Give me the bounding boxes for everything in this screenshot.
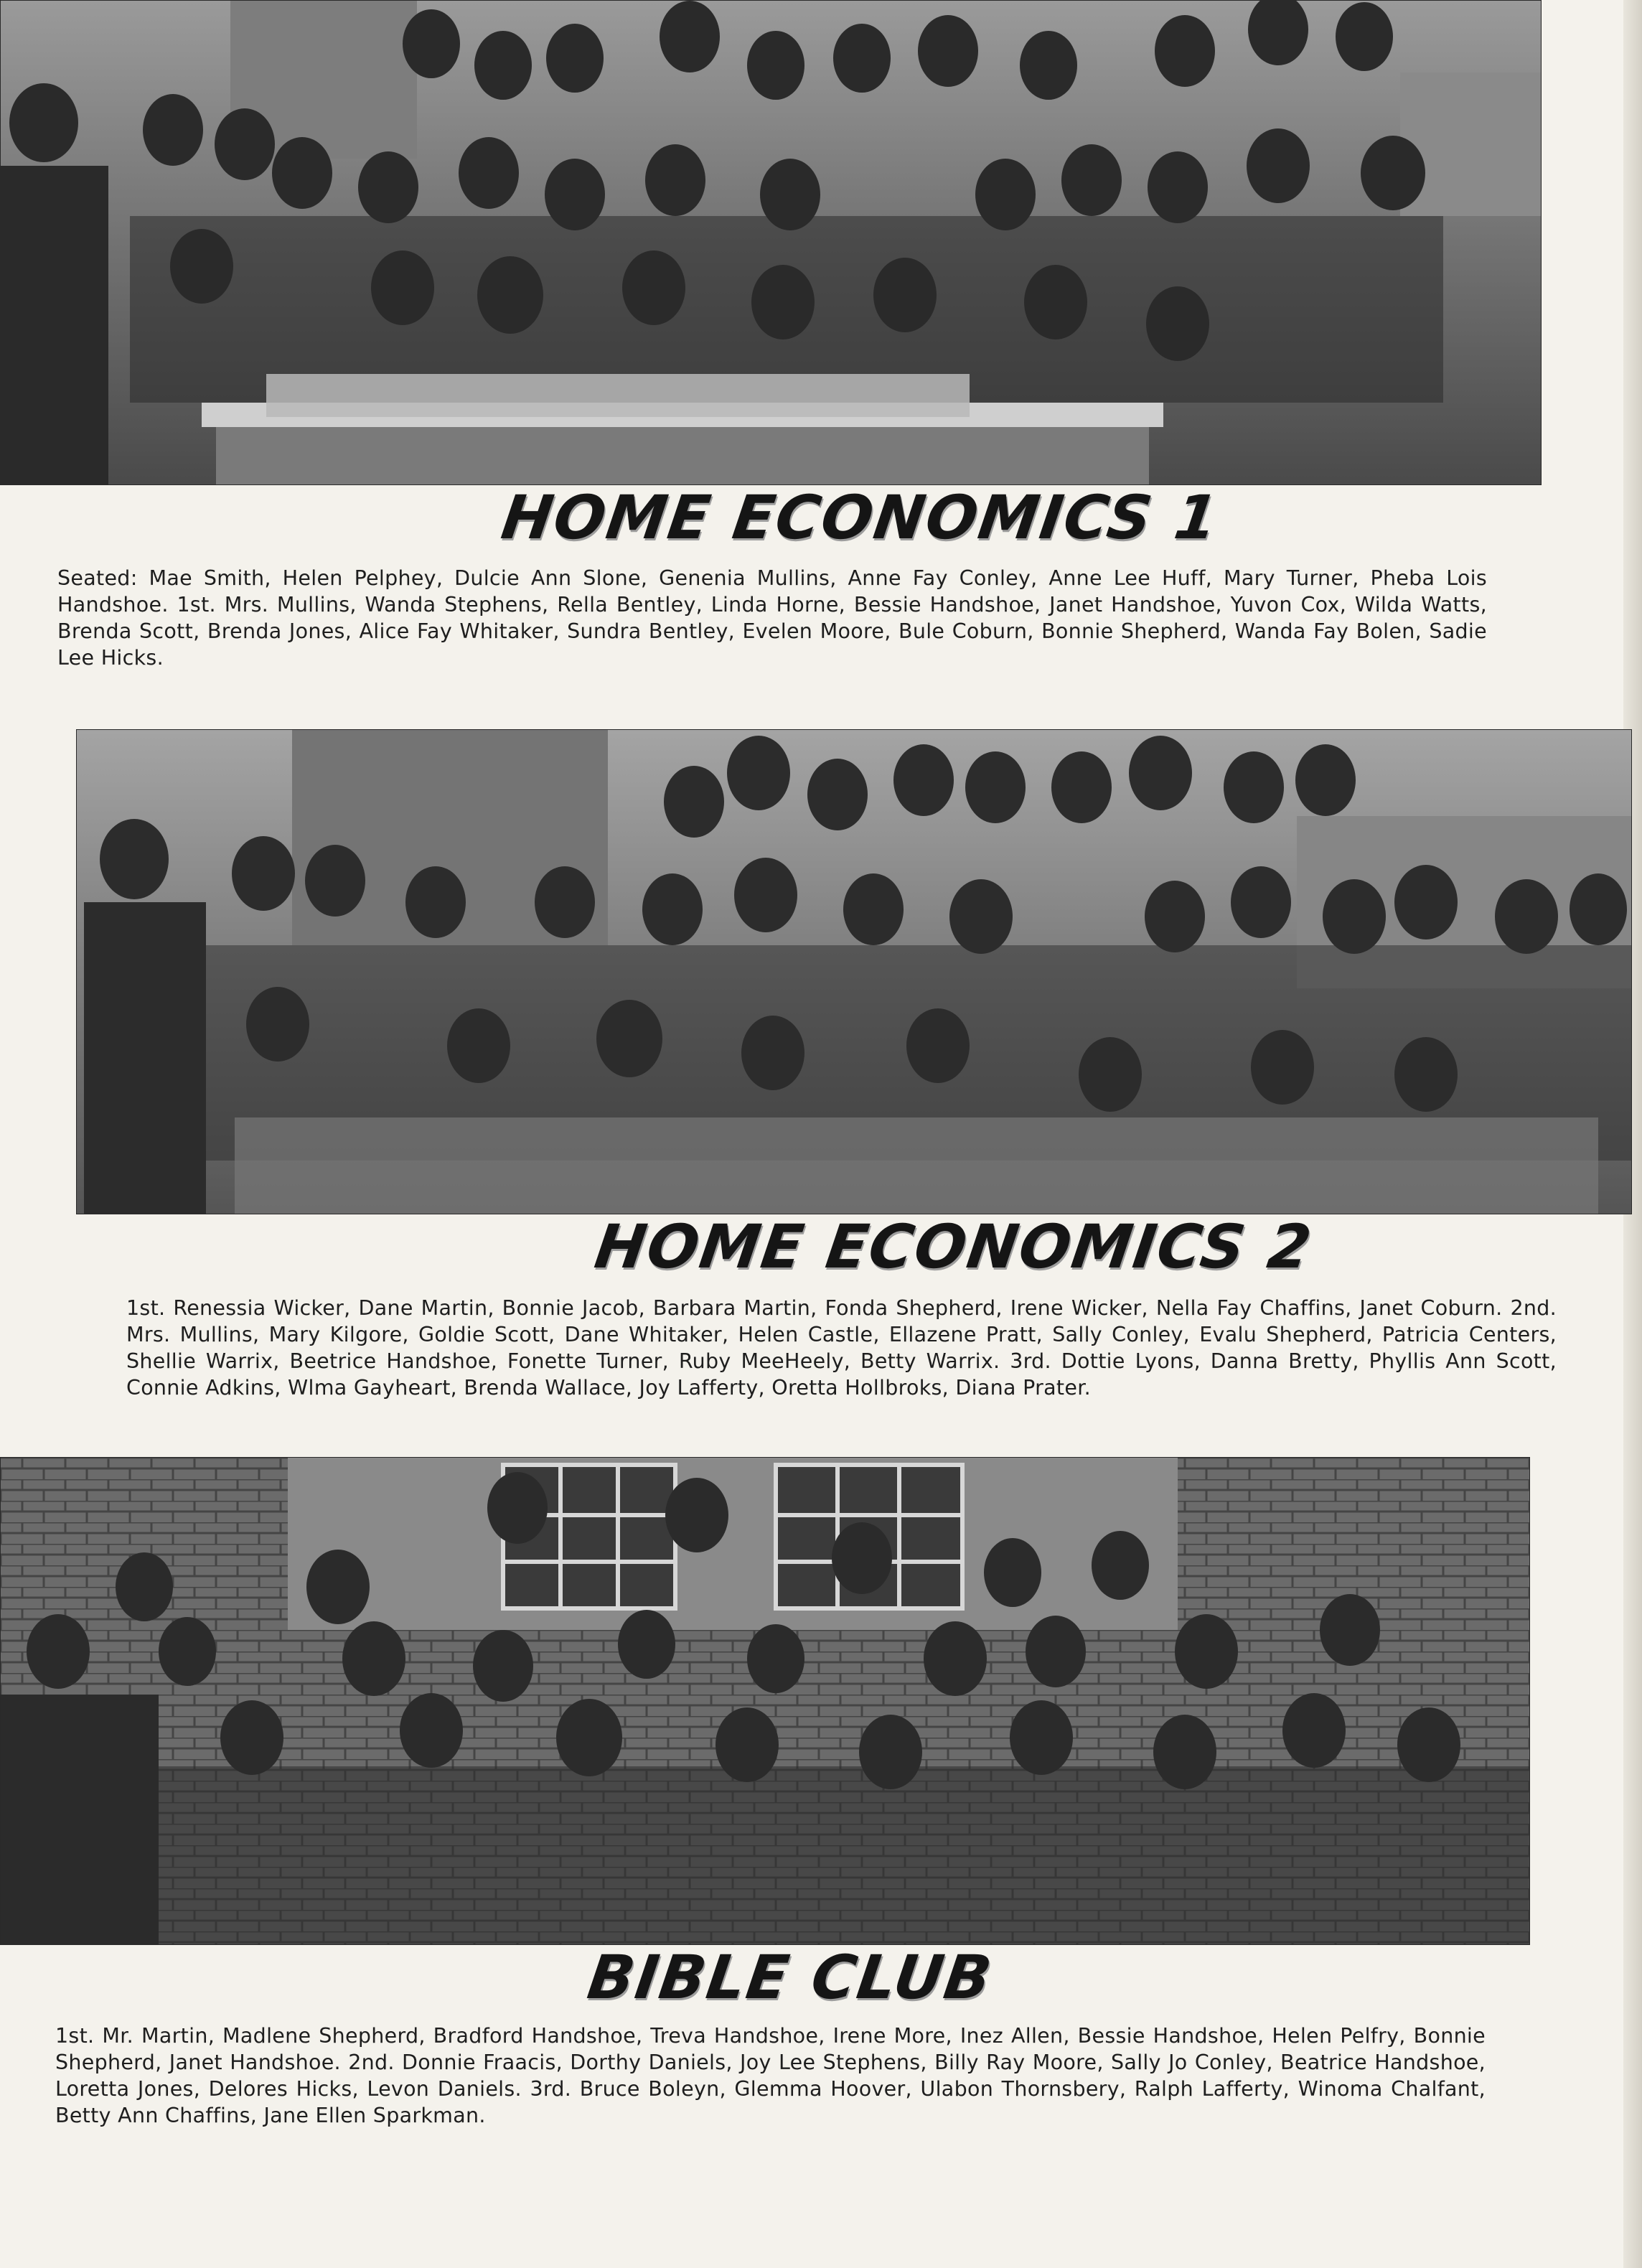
home-economics-2-title: HOME ECONOMICS 2 [591, 1212, 1317, 1282]
home-economics-1-title: HOME ECONOMICS 1 [497, 482, 1224, 553]
home-economics-2-photo [76, 729, 1632, 1214]
bible-club-caption: 1st. Mr. Martin, Madlene Shepherd, Bradford Handshoe, Treva Handshoe, Irene More, Inez Allen, Bessie Handshoe, Helen Pelfry, Bonnie Shepherd, Janet Handshoe. 2nd. Donnie Fraacis, Dorthy Daniels, Joy Lee Stephens, Billy Ray Moore, Sally Jo Conley, Beatrice Handshoe, Loretta Jones, Delores Hicks, Levon Daniels. 3rd. Bruce Boleyn, Glemma Hoover, Ulabon Thornsbery, Ralph Lafferty, Winoma Chalfant, Betty Ann Chaffins, Jane Ellen Sparkman. [55, 2024, 1486, 2127]
bible-club-title: BIBLE CLUB [583, 1942, 998, 2012]
home-economics-2-caption: 1st. Renessia Wicker, Dane Martin, Bonnie Jacob, Barbara Martin, Fonda Shepherd, Irene Wicker, Nella Fay Chaffins, Janet Coburn. 2nd. Mrs. Mullins, Mary Kilgore, Goldie Scott, Dane Whitaker, Helen Castle, Ellazene Pratt, Sally Conley, Evalu Shepherd, Patricia Centers, Shellie Warrix, Beetrice Handshoe, Fonette Turner, Ruby MeeHeely, Betty Warrix. 3rd. Dottie Lyons, Danna Bretty, Phyllis Ann Scott, Connie Adkins, Wlma Gayheart, Brenda Wallace, Joy Lafferty, Oretta Hollbroks, Diana Prater. [126, 1296, 1557, 1400]
home-economics-1-caption: Seated: Mae Smith, Helen Pelphey, Dulcie Ann Slone, Genenia Mullins, Anne Fay Conley, Anne Lee Huff, Mary Turner, Pheba Lois Handshoe. 1st. Mrs. Mullins, Wanda Stephens, Rella Bentley, Linda Horne, Bessie Handshoe, Janet Handshoe, Yuvon Cox, Wilda Watts, Brenda Scott, Brenda Jones, Alice Fay Whitaker, Sundra Bentley, Evelen Moore, Bule Coburn, Bonnie Shepherd, Wanda Fay Bolen, Sadie Lee Hicks. [57, 566, 1487, 670]
home-economics-1-photo [0, 0, 1542, 485]
bible-club-photo [0, 1457, 1530, 1945]
